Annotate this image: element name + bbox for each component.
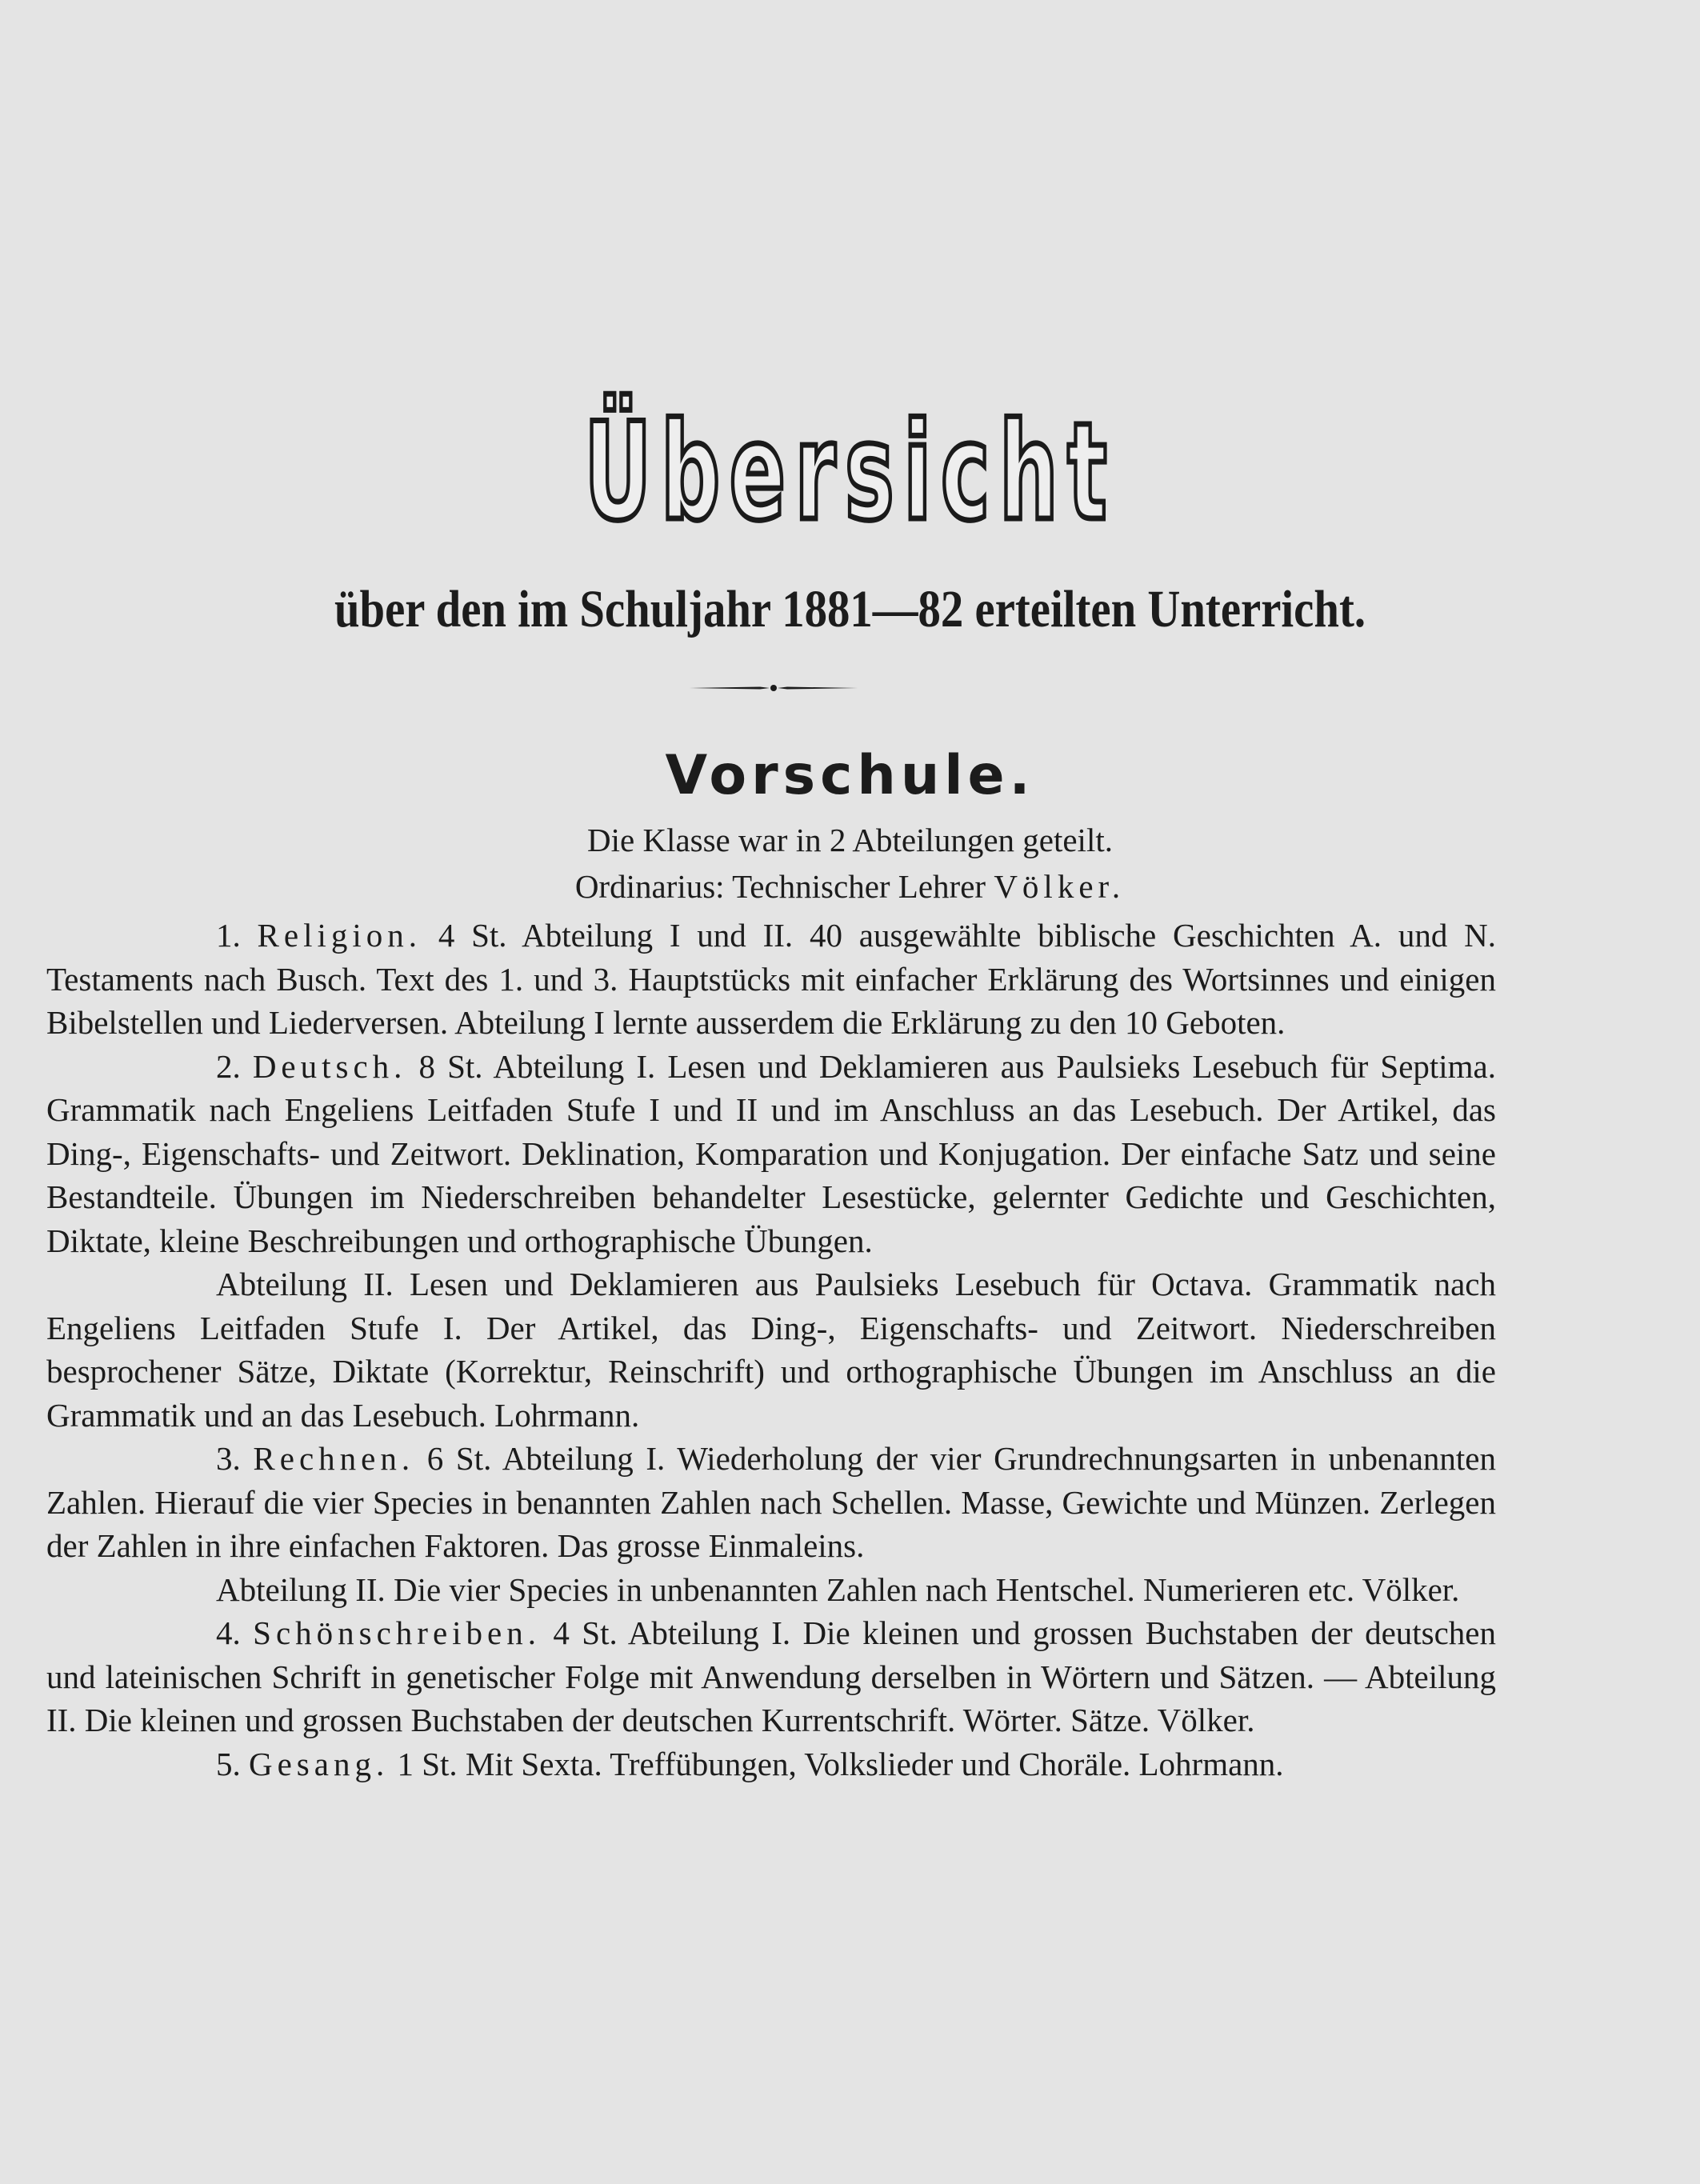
- subject-rechnen: Rechnen.: [253, 1440, 415, 1477]
- item-number: 3.: [216, 1440, 241, 1477]
- paragraph-text: Abteilung II. Die vier Species in unbenannten Zahlen nach Hentschel. Numerieren etc. Völker.: [216, 1570, 1460, 1608]
- ordinarius-label: Ordinarius: Technischer Lehrer: [574, 868, 994, 905]
- paragraph-text: 1 St. Mit Sexta. Treffübungen, Volkslieder und Choräle. Lohrmann.: [397, 1745, 1284, 1782]
- paragraph-gesang: [46, 1742, 1496, 1786]
- paragraph-religion: [46, 914, 1496, 1045]
- paragraph-text: 4 St. Abteilung I. Die kleinen und grossen Buchstaben der deutschen und lateinischen Schrift in genetischer Folge mit Anwendung derselben in Wörtern und Sätzen. — Abteilung II. Die kleinen und grossen Buchstaben der deutschen Kurrentschrift. Wörter. Sätze. Völker.: [46, 1614, 1497, 1738]
- class-info-line: Die Klasse war in 2 Abteilungen geteilt.: [587, 822, 1113, 858]
- page-title: Übersicht: [584, 394, 1116, 550]
- item-number: 5.: [216, 1745, 241, 1782]
- paragraph-rechnen-abteilung-2: [46, 1568, 1496, 1612]
- subject-religion: Religion.: [257, 917, 422, 954]
- curriculum-text: [46, 914, 1496, 1786]
- item-number: 4.: [216, 1614, 241, 1651]
- paragraph-schoenschreiben: [46, 1611, 1496, 1742]
- subject-schoenschreiben: Schönschreiben.: [253, 1614, 541, 1651]
- ordinarius-line: [0, 866, 1700, 907]
- subject-gesang: Gesang.: [249, 1745, 390, 1782]
- paragraph-rechnen: [46, 1437, 1496, 1568]
- paragraph-deutsch: [46, 1045, 1496, 1263]
- paragraph-text: 4 St. Abteilung I und II. 40 ausgewählte biblische Geschichten A. und N. Testaments nach Busch. Text des 1. und 3. Hauptstücks mit einfacher Erklärung des Wortsinnes und einigen Bibelstellen und Liederversen. Abteilung I lernte ausserdem die Erklärung zu den 10 Geboten.: [46, 917, 1496, 1041]
- item-number: 1.: [216, 917, 241, 954]
- paragraph-text: 6 St. Abteilung I. Wiederholung der vier Grundrechnungsarten in unbenannten Zahlen. Hierauf die vier Species in benannten Zahlen nach Schellen. Masse, Gewichte und Münzen. Zerlegen der Zahlen in ihre einfachen Faktoren. Das grosse Einmaleins.: [46, 1440, 1497, 1564]
- paragraph-text: Abteilung II. Lesen und Deklamieren aus Paulsieks Lesebuch für Octava. Grammatik nach Engeliens Leitfaden Stufe I. Der Artikel, das Ding-, Eigenschafts- und Zeitwort. Niederschreiben besprochener Sätze, Diktate (Korrektur, Reinschrift) und orthographische Übungen im Anschluss an die Grammatik und an das Lesebuch. Lohrmann.: [46, 1266, 1496, 1434]
- subject-deutsch: Deutsch.: [252, 1047, 407, 1085]
- item-number: 2.: [216, 1047, 241, 1085]
- page-subtitle: über den im Schuljahr 1881—82 erteilten Unterricht.: [334, 580, 1366, 638]
- section-heading: Vorschule.: [665, 744, 1035, 807]
- ordinarius-name: Völker.: [994, 868, 1126, 905]
- paragraph-deutsch-abteilung-2: [46, 1262, 1496, 1437]
- paragraph-text: 8 St. Abteilung I. Lesen und Deklamieren aus Paulsieks Lesebuch für Septima. Grammatik nach Engeliens Leitfaden Stufe I und II und im Anschluss an das Lesebuch. Der Artikel, das Ding-, Eigenschafts- und Zeitwort. Deklination, Komparation und Konjugation. Der einfache Satz und seine Bestandteile. Übungen im Niederschreiben behandelter Lesestücke, gelernter Gedichte und Geschichten, Diktate, kleine Beschreibungen und orthographische Übungen.: [46, 1047, 1497, 1259]
- divider-ornament: [690, 682, 858, 694]
